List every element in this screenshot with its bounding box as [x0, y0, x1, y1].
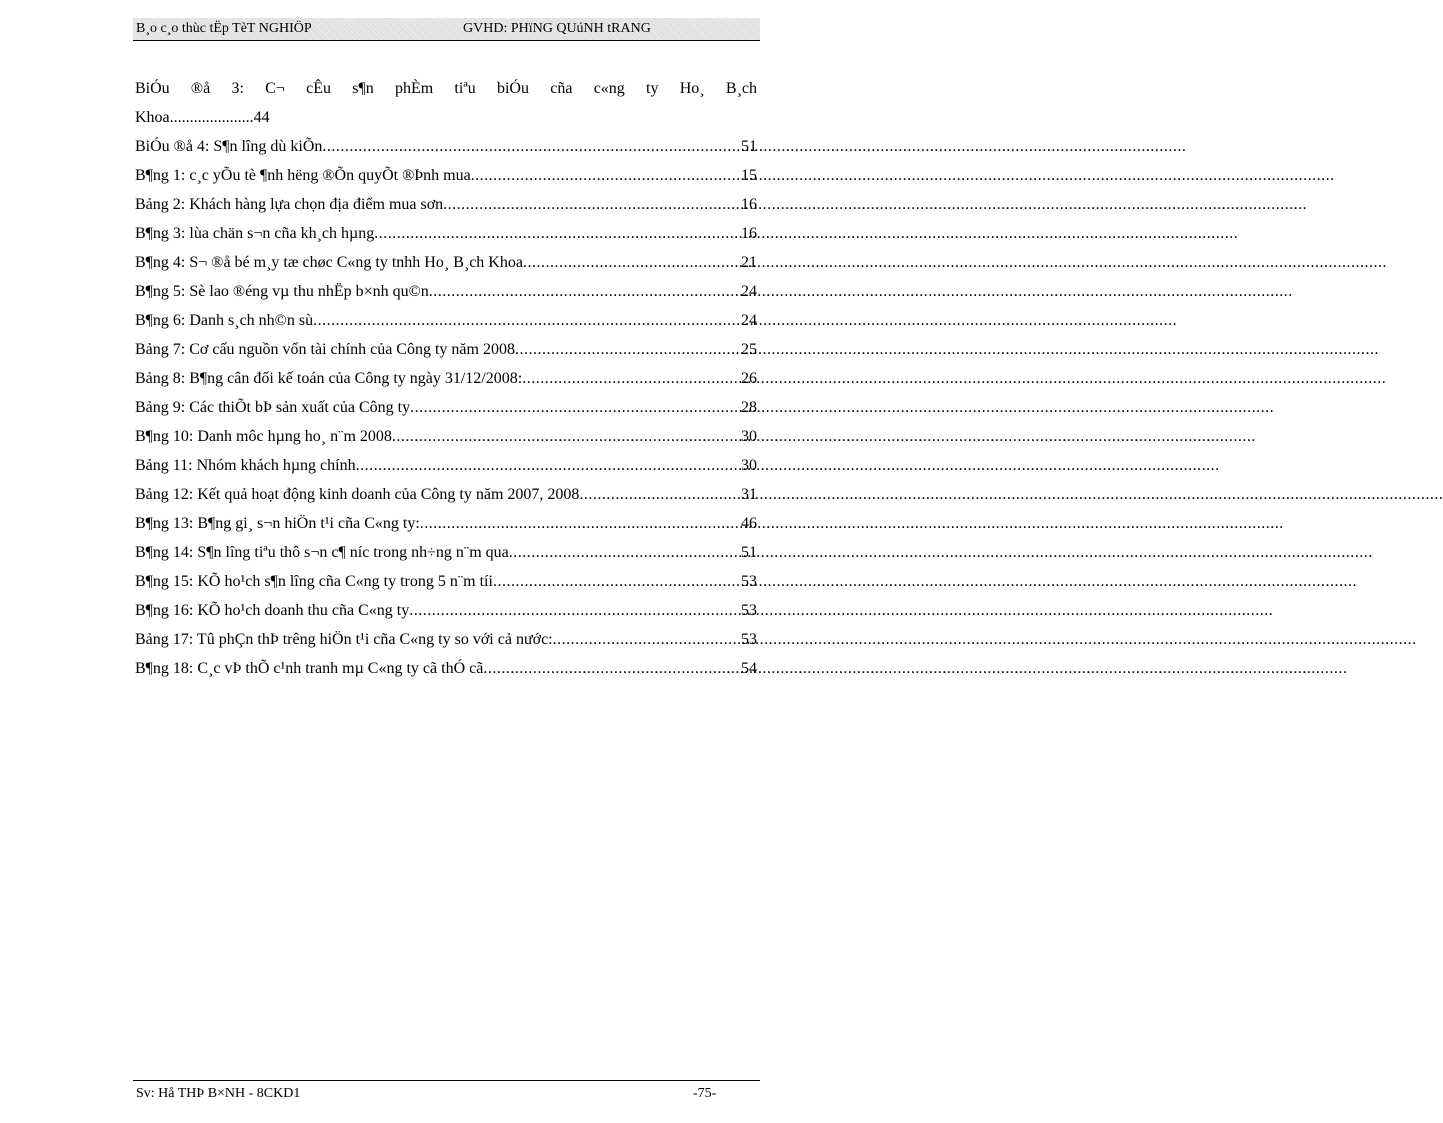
header-report-title: B¸o c¸o thùc tËp TèT NGHIÖP [136, 21, 312, 36]
toc-leader [493, 567, 741, 596]
toc-page-number: 21 [741, 254, 757, 271]
page-header [133, 18, 760, 41]
toc-entry [135, 567, 757, 596]
toc-entry-title: Bảng 2: Khách hàng lựa chọn địa điểm mua sơn [135, 196, 444, 213]
toc-page-number: 53 [741, 573, 757, 590]
toc-entry [135, 596, 757, 625]
toc-leader [522, 364, 741, 393]
toc-entry-title: B¶ng 5: Sè lao ®éng vµ thu nhËp b×nh qu©n [135, 283, 429, 300]
toc-leader [443, 190, 741, 219]
table-of-contents [135, 74, 757, 683]
toc-page-number: 51 [741, 138, 757, 155]
toc-leader [429, 277, 741, 306]
toc-entry [135, 393, 757, 422]
toc-entry-title: Bảng 8: B¶ng cân đối kế toán của Công ty ngày 31/12/2008: [135, 370, 523, 387]
toc-page-number: 53 [741, 631, 757, 648]
toc-page-number: 24 [741, 283, 757, 300]
toc-entry [135, 248, 757, 277]
toc-entry [135, 306, 757, 335]
toc-page-number: 54 [741, 660, 757, 677]
toc-entry [135, 654, 757, 683]
toc-entry-title-line2 [135, 103, 757, 132]
toc-entry-title: B¶ng 14: S¶n lîng tiªu thô s¬n c¶ níc trong nh÷ng n¨m qua [135, 544, 509, 561]
toc-entry-title: Bảng 9: Các thiÕt bÞ sản xuất của Công ty [135, 399, 411, 416]
toc-entry-title: B¶ng 16: KÕ ho¹ch doanh thu cña C«ng ty [135, 602, 410, 619]
toc-entry-wrapped [135, 74, 757, 132]
toc-entry [135, 219, 757, 248]
toc-entry-title: Bảng 12: Kết quả hoạt động kinh doanh của Công ty năm 2007, 2008 [135, 486, 580, 503]
toc-entry-title: Bảng 17: Tû phÇn thÞ trêng hiÖn t¹i cña C«ng ty so với cả nước: [135, 631, 553, 648]
toc-leader [553, 625, 741, 654]
toc-leader: .................. [169, 109, 242, 126]
toc-leader [392, 422, 741, 451]
toc-page-number: 51 [741, 544, 757, 561]
toc-leader [579, 480, 741, 509]
header-supervisor: GVHD: PHïNG QUúNH tRANG [463, 21, 651, 36]
toc-leader [515, 335, 741, 364]
toc-entry-title: BiÓu ®å 4: S¶n lîng dù kiÕn [135, 138, 323, 155]
toc-page-number: 31 [741, 486, 757, 503]
toc-entry-title: B¶ng 10: Danh môc hµng ho¸ n¨m 2008 [135, 428, 392, 445]
toc-page-number: 30 [741, 457, 757, 474]
toc-page-number: 46 [741, 515, 757, 532]
toc-entry-title: Bảng 7: Cơ cấu nguồn vốn tài chính của Công ty năm 2008 [135, 341, 515, 358]
toc-entry-title-line1: BiÓu ®å 3: C¬ cÊu s¶n phÈm tiªu biÓu cña c«ng ty Ho¸ B¸ch [135, 80, 757, 97]
toc-leader [374, 219, 741, 248]
toc-page-number: 30 [741, 428, 757, 445]
toc-leader [420, 509, 741, 538]
toc-leader [483, 654, 741, 683]
footer-page-number: -75- [693, 1086, 717, 1101]
toc-entry-title-cont: Khoa [135, 109, 170, 126]
toc-entry [135, 132, 757, 161]
toc-leader [471, 161, 741, 190]
page-footer [133, 1080, 760, 1103]
toc-page-number: 28 [741, 399, 757, 416]
toc-entry-title: B¶ng 4: S¬ ®å bé m¸y tæ chøc C«ng ty tnhh Ho¸ B¸ch Khoa [135, 254, 523, 271]
toc-leader [313, 306, 741, 335]
toc-entry-title: B¶ng 15: KÕ ho¹ch s¶n lîng cña C«ng ty trong 5 n¨m tíi [135, 573, 493, 590]
toc-entry-title: Bảng 11: Nhóm khách hµng chính [135, 457, 356, 474]
toc-leader [523, 248, 741, 277]
toc-entry [135, 480, 757, 509]
toc-entry-title: B¶ng 1: c¸c yÕu tè ¶nh hëng ®Õn quyÕt ®Þnh mua [135, 167, 471, 184]
footer-student: Sv: Hå THÞ B×NH - 8CKD1 [136, 1086, 301, 1101]
toc-entry [135, 364, 757, 393]
toc-entry-title: B¶ng 6: Danh s¸ch nh©n sù [135, 312, 314, 329]
toc-entry [135, 335, 757, 364]
toc-page-number: 53 [741, 602, 757, 619]
toc-page-number: ...44 [241, 109, 270, 126]
toc-page-number: 26 [741, 370, 757, 387]
toc-entry [135, 190, 757, 219]
toc-list [135, 132, 757, 683]
toc-entry [135, 509, 757, 538]
toc-page-number: 16 [741, 196, 757, 213]
toc-leader [356, 451, 741, 480]
toc-leader [410, 393, 741, 422]
toc-entry-title: B¶ng 18: C¸c vÞ thÕ c¹nh tranh mµ C«ng ty cã thÓ cã [135, 660, 484, 677]
toc-entry-title: B¶ng 13: B¶ng gi¸ s¬n hiÖn t¹i cña C«ng ty: [135, 515, 420, 532]
toc-entry [135, 161, 757, 190]
toc-entry [135, 277, 757, 306]
toc-entry-title: B¶ng 3: lùa chän s¬n cña kh¸ch hµng [135, 225, 375, 242]
toc-leader [509, 538, 741, 567]
toc-page-number: 25 [741, 341, 757, 358]
toc-leader [322, 132, 741, 161]
toc-page-number: 16 [741, 225, 757, 242]
toc-entry [135, 538, 757, 567]
toc-entry [135, 625, 757, 654]
toc-page-number: 15 [741, 167, 757, 184]
toc-leader [409, 596, 741, 625]
toc-page-number: 24 [741, 312, 757, 329]
toc-entry [135, 451, 757, 480]
toc-entry [135, 422, 757, 451]
